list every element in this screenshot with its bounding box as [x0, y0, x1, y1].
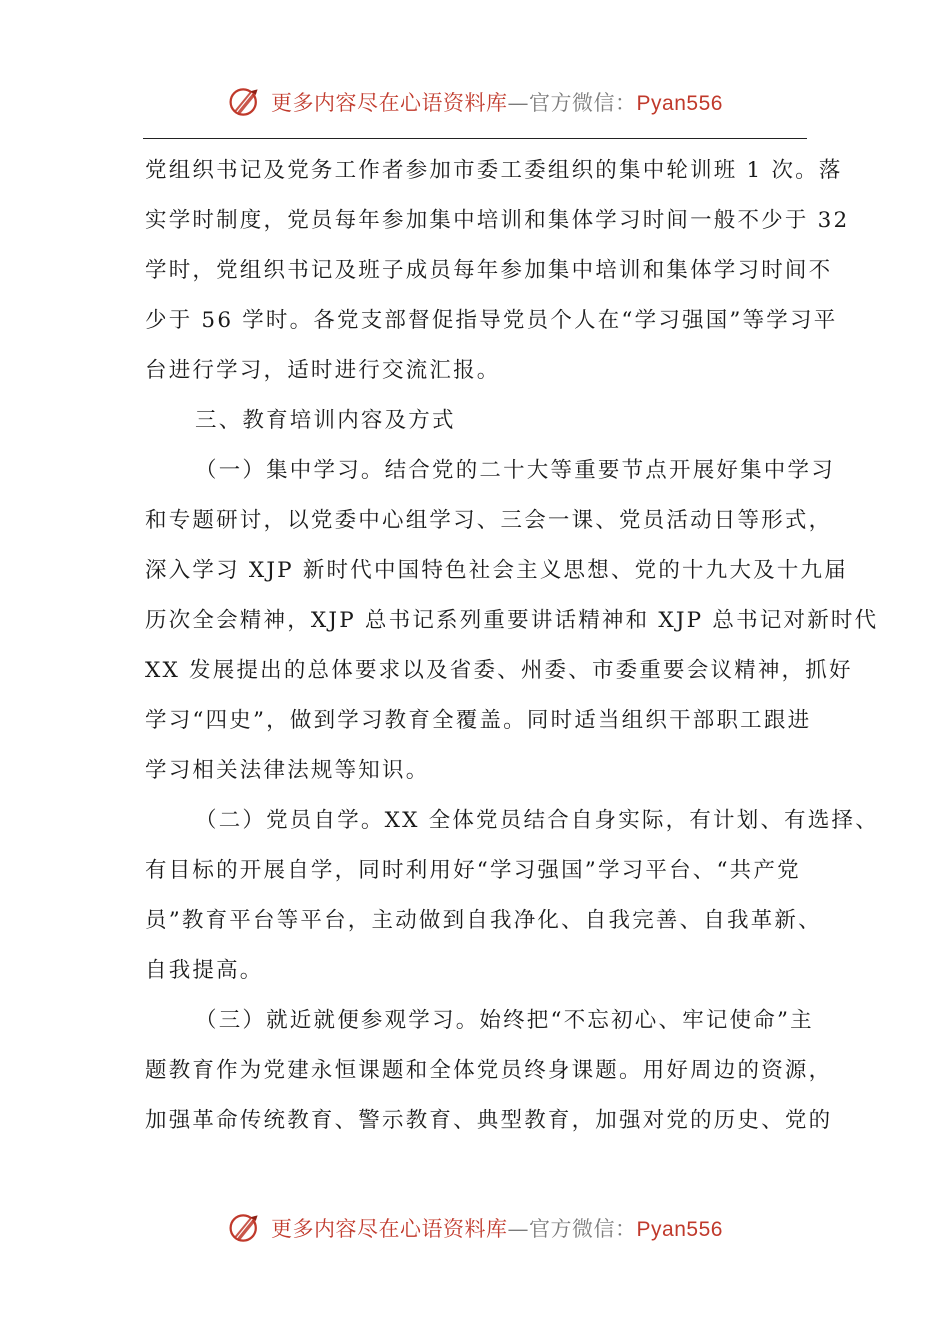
paragraph-start: （二）党员自学。XX 全体党员结合自身实际，有计划、有选择、	[195, 808, 879, 833]
body-line: 题教育作为党建永恒课题和全体党员终身课题。用好周边的资源，	[145, 1058, 833, 1083]
footer-official: 官方微信：	[529, 1217, 637, 1241]
body-line: 有目标的开展自学，同时利用好“学习强国”学习平台、“共产党	[145, 858, 801, 883]
header-brand: 更多内容尽在心语资料库	[271, 91, 508, 115]
paragraph-start: （一）集中学习。结合党的二十大等重要节点开展好集中学习	[195, 458, 835, 483]
footer-text	[271, 1213, 723, 1243]
body-line: 台进行学习，适时进行交流汇报。	[145, 358, 501, 383]
body-line: 学习相关法律法规等知识。	[145, 758, 430, 783]
pen-nib-logo-icon	[227, 1210, 263, 1246]
document-body	[145, 146, 879, 1146]
header-wechat-id: Pyan556	[636, 92, 723, 115]
header-dash: —	[507, 91, 530, 115]
body-line: 学习“四史”，做到学习教育全覆盖。同时适当组织干部职工跟进	[145, 708, 812, 733]
body-line: 加强革命传统教育、警示教育、典型教育，加强对党的历史、党的	[145, 1108, 833, 1133]
section-heading: 三、教育培训内容及方式	[195, 408, 456, 433]
footer-brand: 更多内容尽在心语资料库	[271, 1217, 508, 1241]
body-line: 历次全会精神，XJP 总书记系列重要讲话精神和 XJP 总书记对新时代	[145, 608, 879, 633]
body-line: 员”教育平台等平台，主动做到自我净化、自我完善、自我革新、	[145, 908, 822, 933]
paragraph-start: （三）就近就便参观学习。始终把“不忘初心、牢记使命”主	[195, 1008, 814, 1033]
body-line: 党组织书记及党务工作者参加市委工委组织的集中轮训班 1 次。落	[145, 158, 843, 183]
pen-nib-logo-icon	[227, 84, 263, 120]
body-line: 实学时制度，党员每年参加集中培训和集体学习时间一般不少于 32	[145, 208, 850, 233]
header-official: 官方微信：	[529, 91, 637, 115]
header-banner	[0, 80, 950, 124]
body-line: 和专题研讨，以党委中心组学习、三会一课、党员活动日等形式，	[145, 508, 833, 533]
footer-banner	[0, 1206, 950, 1250]
body-line: 少于 56 学时。各党支部督促指导党员个人在“学习强国”等学习平	[145, 308, 838, 333]
body-line: 深入学习 XJP 新时代中国特色社会主义思想、党的十九大及十九届	[145, 558, 848, 583]
header-divider	[143, 138, 807, 139]
body-line: 学时，党组织书记及班子成员每年参加集中培训和集体学习时间不	[145, 258, 833, 283]
body-line: XX 发展提出的总体要求以及省委、州委、市委重要会议精神，抓好	[145, 658, 853, 683]
header-text	[271, 87, 723, 117]
body-line: 自我提高。	[145, 958, 264, 983]
footer-dash: —	[507, 1217, 530, 1241]
footer-wechat-id: Pyan556	[636, 1218, 723, 1241]
